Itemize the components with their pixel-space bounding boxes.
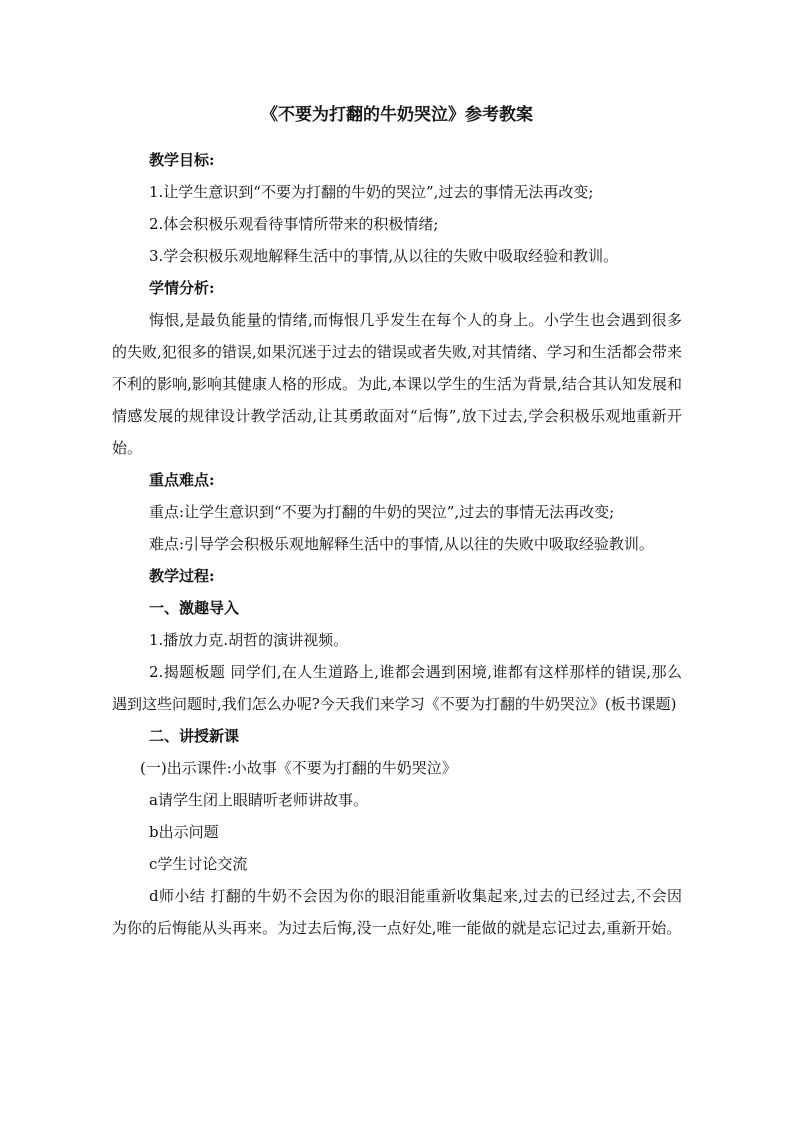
process-item: c学生讨论交流 — [149, 855, 248, 873]
process-item: a请学生闭上眼睛听老师讲故事。 — [149, 791, 368, 809]
process-item: b出示问题 — [149, 823, 219, 841]
process-part2-subheading: (一)出示课件:小故事《不要为打翻的牛奶哭泣》 — [140, 759, 457, 777]
key-point-text: 重点:让学生意识到“不要为打翻的牛奶的哭泣”,过去的事情无法再改变; — [149, 503, 615, 521]
objective-item: 2.体会积极乐观看待事情所带来的积极情绪; — [149, 215, 439, 233]
analysis-paragraph: 悔恨,是最负能量的情绪,而悔恨几乎发生在每个人的身上。小学生也会遇到很多的失败,犯很多的错误,如果沉迷于过去的错误或者失败,对其情绪、学习和生活都会带来不利的影响,影响其健康人格的形成。为此,本课以学生的生活为背景,结合其认知发展和情感发展的规律设计教学活动,让其勇敢面对“后悔”,放下过去,学会积极乐观地重新开始。 — [112, 311, 682, 457]
difficult-point-text: 难点:引导学会积极乐观地解释生活中的事情,从以往的失败中吸取经验教训。 — [149, 535, 654, 553]
section-heading-analysis: 学情分析: — [149, 279, 215, 297]
process-part1-heading: 一、激趣导入 — [149, 599, 240, 617]
section-heading-objectives: 教学目标: — [149, 151, 215, 169]
objective-item: 1.让学生意识到“不要为打翻的牛奶的哭泣”,过去的事情无法再改变; — [149, 183, 594, 201]
section-heading-process: 教学过程: — [149, 567, 215, 585]
process-item: d师小结 打翻的牛奶不会因为你的眼泪能重新收集起来,过去的已经过去,不会因为你的后悔能从头再来。为过去后悔,没一点好处,唯一能做的就是忘记过去,重新开始。 — [112, 887, 682, 937]
objective-item: 3.学会积极乐观地解释生活中的事情,从以往的失败中吸取经验和教训。 — [149, 247, 619, 265]
process-item: 2.揭题板题 同学们,在人生道路上,谁都会遇到困境,谁都有这样那样的错误,那么遇到这些问题时,我们怎么办呢?今天我们来学习《不要为打翻的牛奶哭泣》(板书课题) — [112, 663, 682, 713]
section-heading-key-points: 重点难点: — [149, 471, 215, 489]
process-item: 1.播放力克.胡哲的演讲视频。 — [149, 631, 349, 649]
document-title: 《不要为打翻的牛奶哭泣》参考教案 — [261, 105, 533, 125]
process-part2-heading: 二、讲授新课 — [149, 727, 240, 745]
